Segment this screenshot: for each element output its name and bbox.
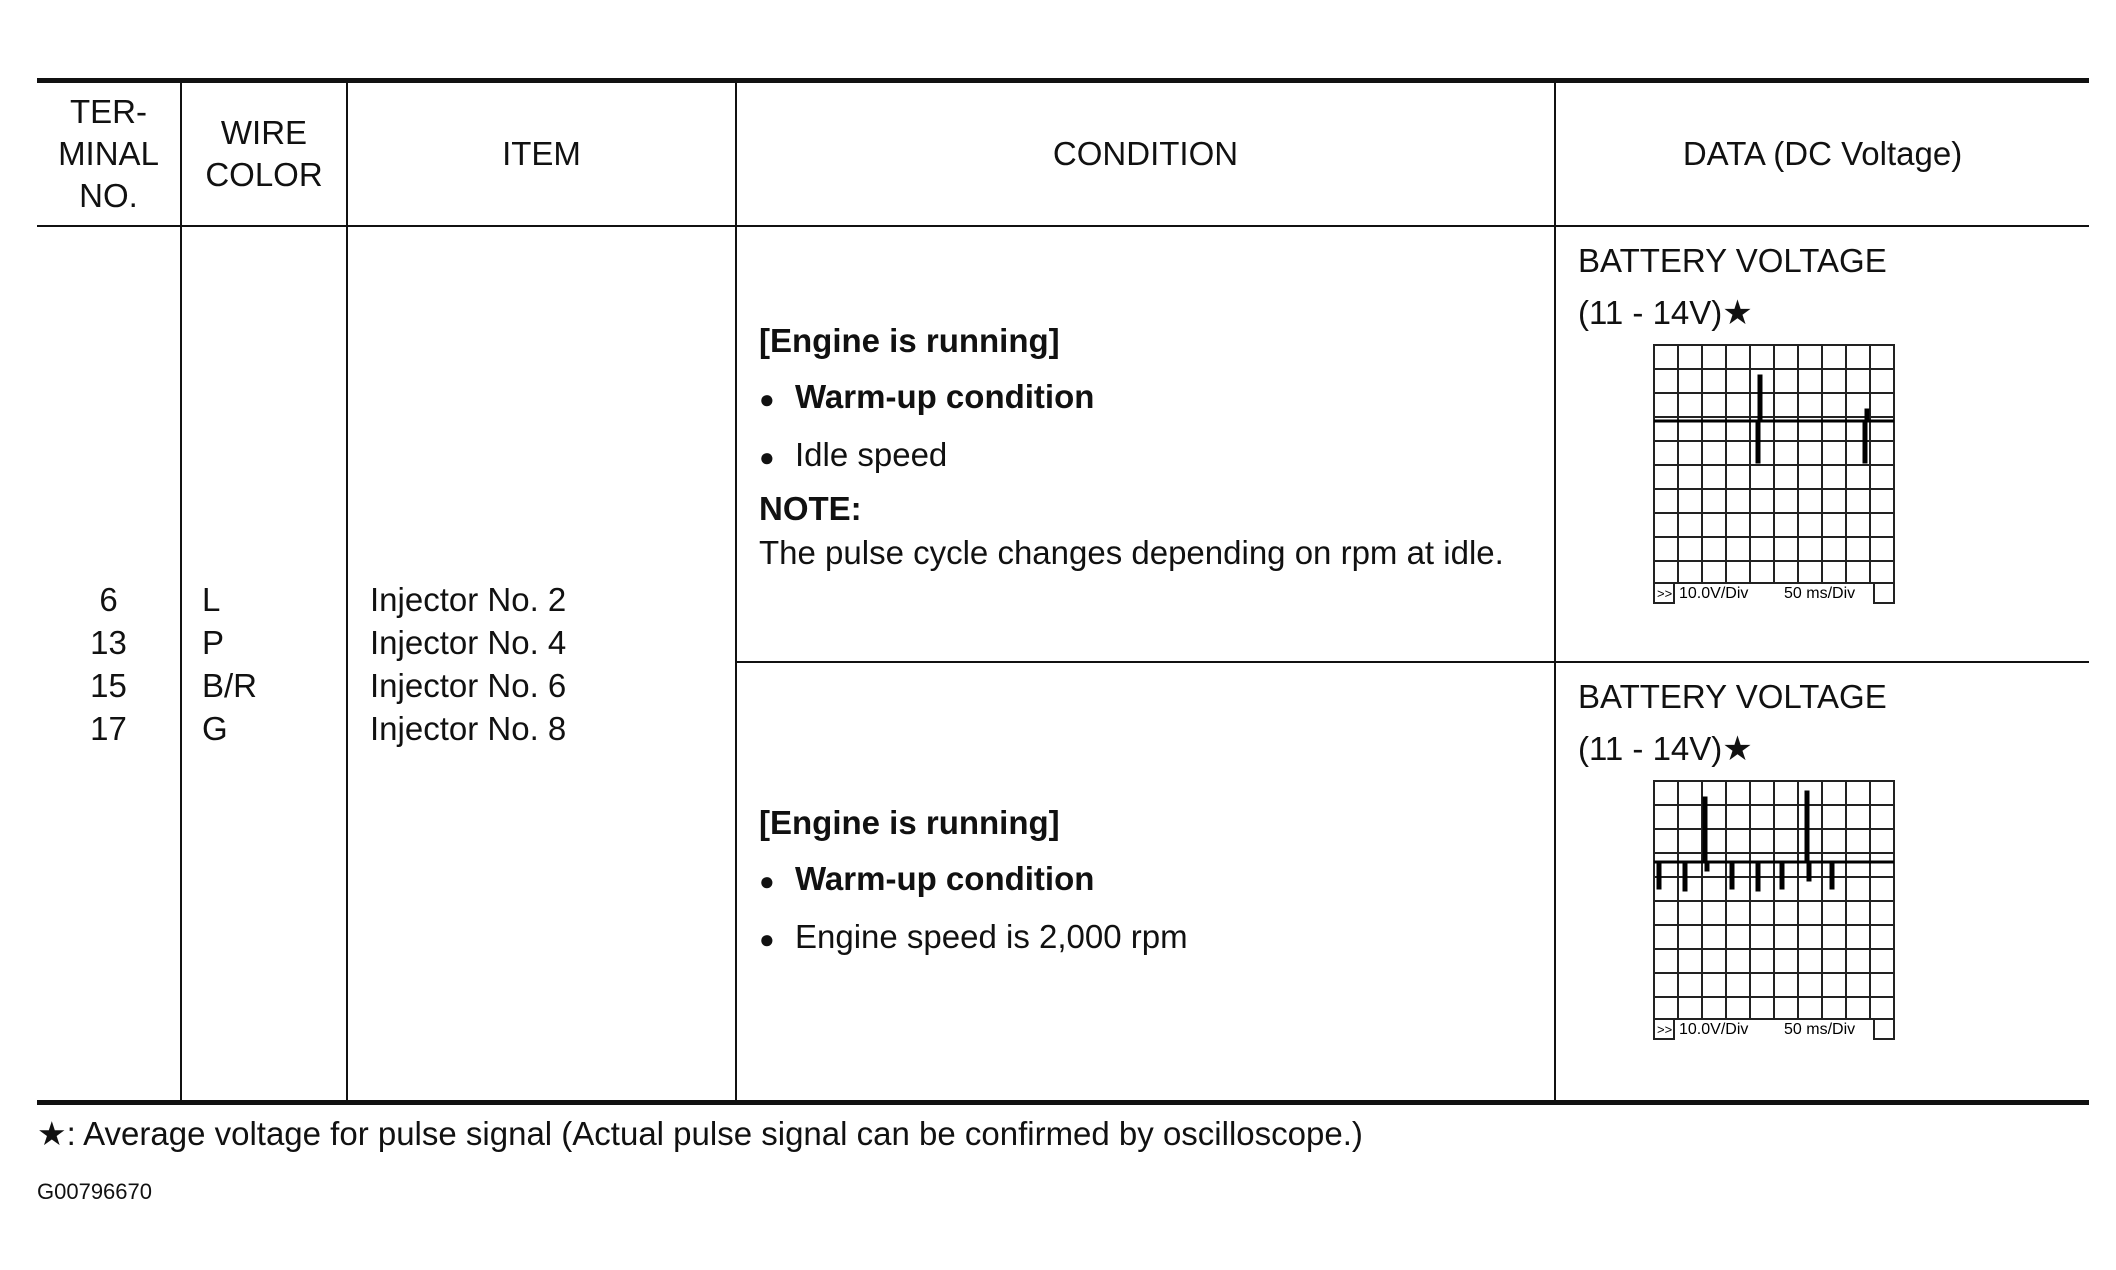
header-terminal-line: TER- [70, 93, 147, 130]
condition-bullet: ● Idle speed [759, 427, 1554, 485]
wire-color: B/R [202, 666, 258, 704]
note-text: The pulse cycle changes depending on rpm at idle. [759, 534, 1504, 571]
data-cell [1555, 226, 2089, 1100]
terminal-no: 17 [90, 709, 127, 747]
oscilloscope-waveform-idle [1653, 344, 1898, 606]
star-icon: ★ [1722, 730, 1753, 768]
header-condition: CONDITION [736, 83, 1555, 226]
scope-volt-div: 10.0V/Div [1679, 1021, 1749, 1038]
scope-volt-div: 10.0V/Div [1679, 585, 1749, 602]
data-title: BATTERY VOLTAGE [1578, 242, 1887, 279]
footnote-text: : Average voltage for pulse signal (Actual pulse signal can be confirmed by oscilloscope.) [66, 1115, 1363, 1152]
header-wire-line: WIRE [220, 114, 308, 151]
condition-cell [736, 226, 1555, 1100]
scope-marker: >> [1657, 1022, 1673, 1037]
footnote [37, 1112, 1363, 1156]
item-name: Injector No. 2 [370, 580, 567, 618]
terminal-cell [37, 226, 181, 1100]
wire-color: L [202, 580, 221, 618]
header-wire-line: COLOR [205, 156, 323, 193]
scope-time-div: 50 ms/Div [1784, 585, 1856, 602]
data-idle [1556, 227, 2089, 663]
condition-title: [Engine is running] [759, 804, 1060, 841]
header-terminal-line: MINAL [58, 135, 159, 172]
oscilloscope-waveform-2000rpm [1653, 780, 1898, 1042]
item-name: Injector No. 6 [370, 666, 567, 704]
terminal-no: 15 [90, 666, 127, 704]
condition-title: [Engine is running] [759, 322, 1060, 359]
data-title: BATTERY VOLTAGE [1578, 678, 1887, 715]
table-row [37, 226, 2089, 1100]
item-name: Injector No. 8 [370, 709, 567, 747]
wire-color: P [202, 623, 225, 661]
star-icon: ★ [37, 1115, 67, 1152]
header-terminal-no [37, 83, 181, 226]
header-row [37, 83, 2089, 226]
figure-id: G00796670 [37, 1179, 152, 1204]
condition-bullet: ● Warm-up condition [759, 369, 1554, 427]
header-terminal-line: NO. [79, 177, 138, 214]
scope-time-div: 50 ms/Div [1784, 1021, 1856, 1038]
condition-idle [737, 227, 1554, 663]
header-item: ITEM [347, 83, 736, 226]
header-data: DATA (DC Voltage) [1555, 83, 2089, 226]
condition-bullet: ● Engine speed is 2,000 rpm [759, 909, 1554, 967]
star-icon: ★ [1722, 294, 1753, 332]
data-range: (11 - 14V) [1578, 294, 1723, 331]
wire-color-cell [181, 226, 347, 1100]
item-cell [347, 226, 736, 1100]
header-wire-color [181, 83, 347, 226]
item-name: Injector No. 4 [370, 623, 567, 661]
scope-marker: >> [1657, 586, 1673, 601]
terminal-no: 6 [99, 580, 118, 618]
condition-bullet: ● Warm-up condition [759, 851, 1554, 909]
condition-2000rpm [737, 663, 1554, 1099]
data-2000rpm [1556, 663, 2089, 1099]
terminal-data-table [37, 78, 2089, 1105]
note-heading: NOTE: [759, 490, 862, 527]
data-range: (11 - 14V) [1578, 730, 1723, 767]
terminal-no: 13 [90, 623, 127, 661]
wire-color: G [202, 709, 228, 747]
